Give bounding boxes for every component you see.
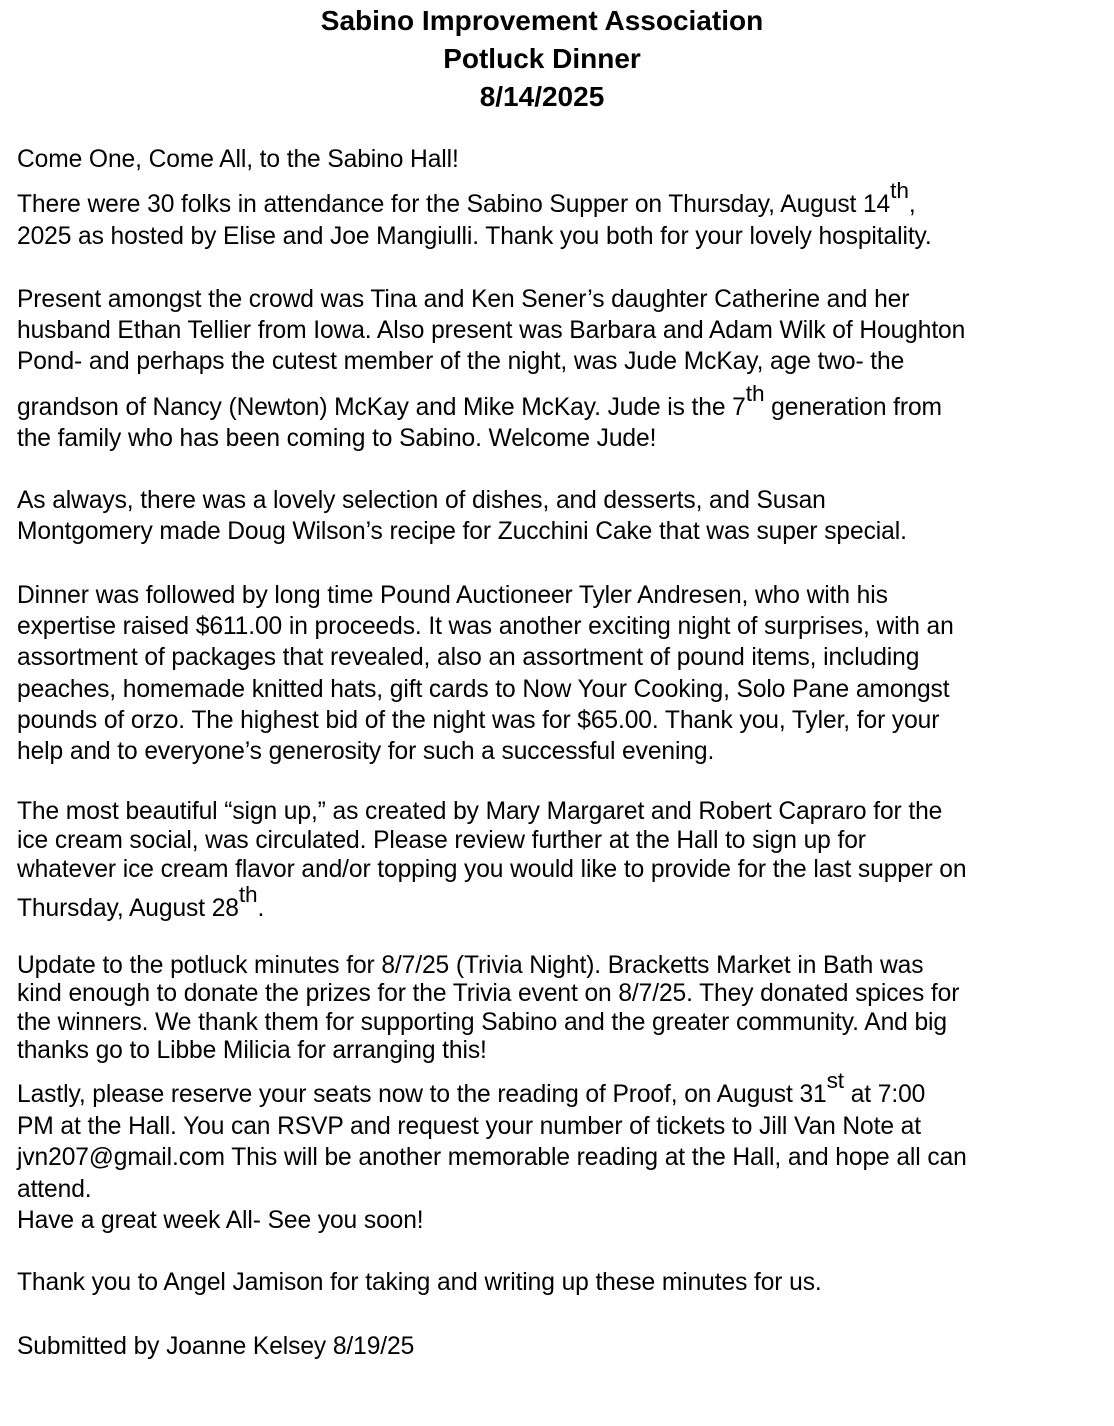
title-organization: Sabino Improvement Association <box>320 5 764 36</box>
update-line-1: Update to the potluck minutes for 8/7/25 (Trivia Night). Bracketts Market in Bath was <box>17 952 924 979</box>
dishes-line-1: As always, there was a lovely selection of dishes, and desserts, and Susan <box>17 487 826 514</box>
attendance-line-2: 2025 as hosted by Elise and Joe Mangiulli. Thank you both for your lovely hospitality. <box>17 223 932 250</box>
guests-line-2: husband Ethan Tellier from Iowa. Also present was Barbara and Adam Wilk of Houghton <box>17 317 966 344</box>
thanks-line: Thank you to Angel Jamison for taking and writing up these minutes for us. <box>17 1269 822 1296</box>
title-event: Potluck Dinner <box>443 43 641 74</box>
reading-line-5: Have a great week All- See you soon! <box>17 1207 424 1234</box>
guests-line-3: Pond- and perhaps the cutest member of the night, was Jude McKay, age two- the <box>17 348 905 375</box>
reading-line-4: attend. <box>17 1176 92 1203</box>
greeting-line: Come One, Come All, to the Sabino Hall! <box>17 146 459 173</box>
auction-line-2: expertise raised $611.00 in proceeds. It was another exciting night of surprises, with an <box>17 613 954 640</box>
auction-line-1: Dinner was followed by long time Pound Auctioneer Tyler Andresen, who with his <box>17 582 888 609</box>
update-line-3: the winners. We thank them for supporting Sabino and the greater community. And big <box>17 1009 947 1036</box>
guests-line-4: grandson of Nancy (Newton) McKay and Mike McKay. Jude is the 7th generation from <box>17 381 942 421</box>
submitted-line: Submitted by Joanne Kelsey 8/19/25 <box>17 1333 415 1360</box>
guests-line-5: the family who has been coming to Sabino. Welcome Jude! <box>17 425 657 452</box>
document-title <box>0 2 1084 116</box>
update-line-4: thanks go to Libbe Milicia for arranging this! <box>17 1037 487 1064</box>
dishes-line-2: Montgomery made Doug Wilson’s recipe for Zucchini Cake that was super special. <box>17 518 907 545</box>
attendance-line-1: There were 30 folks in attendance for the Sabino Supper on Thursday, August 14th, <box>17 178 916 218</box>
guests-line-1: Present amongst the crowd was Tina and Ken Sener’s daughter Catherine and her <box>17 286 910 313</box>
reading-line-3: jvn207@gmail.com This will be another memorable reading at the Hall, and hope all can <box>17 1144 967 1171</box>
update-line-2: kind enough to donate the prizes for the Trivia event on 8/7/25. They donated spices for <box>17 980 960 1007</box>
signup-line-2: ice cream social, was circulated. Please review further at the Hall to sign up for <box>17 827 866 854</box>
signup-line-1: The most beautiful “sign up,” as created by Mary Margaret and Robert Capraro for the <box>17 798 943 825</box>
title-date: 8/14/2025 <box>479 81 605 112</box>
auction-line-5: pounds of orzo. The highest bid of the night was for $65.00. Thank you, Tyler, for your <box>17 707 940 734</box>
reading-line-2: PM at the Hall. You can RSVP and request your number of tickets to Jill Van Note at <box>17 1113 921 1140</box>
auction-line-6: help and to everyone’s generosity for such a successful evening. <box>17 738 715 765</box>
signup-line-4: Thursday, August 28th. <box>17 882 265 922</box>
auction-line-3: assortment of packages that revealed, also an assortment of pound items, including <box>17 644 920 671</box>
signup-line-3: whatever ice cream flavor and/or topping you would like to provide for the last supper on <box>17 856 967 883</box>
auction-line-4: peaches, homemade knitted hats, gift cards to Now Your Cooking, Solo Pane amongst <box>17 676 950 703</box>
reading-line-1: Lastly, please reserve your seats now to the reading of Proof, on August 31st at 7:00 <box>17 1068 926 1108</box>
